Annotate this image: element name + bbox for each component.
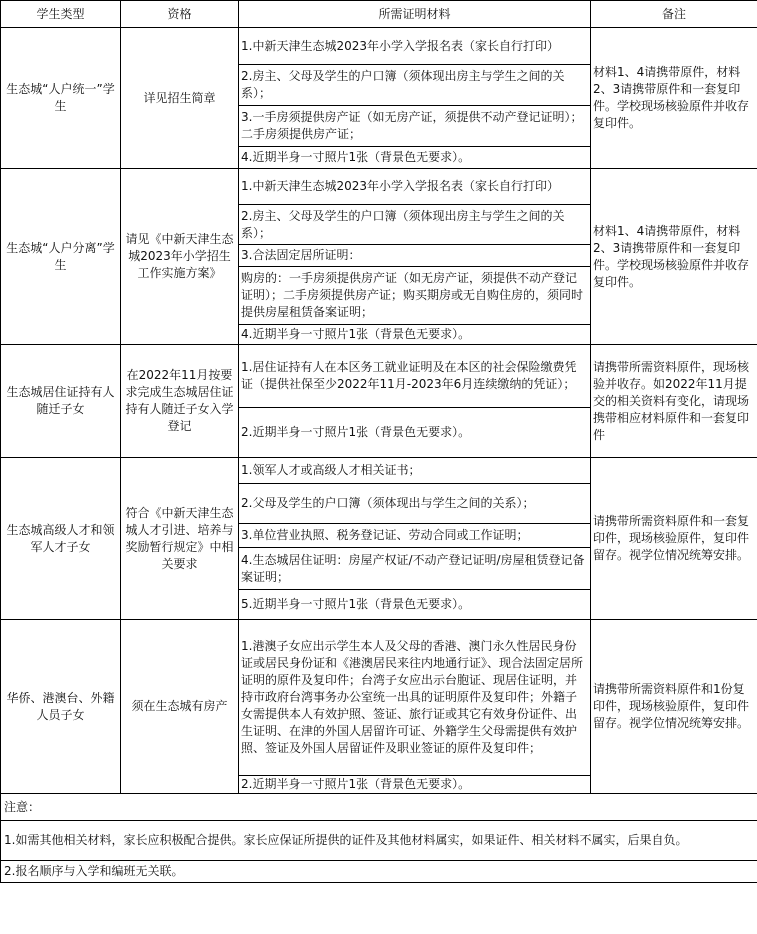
student-type-cell: 生态城居住证持有人随迁子女 — [1, 345, 121, 458]
table-row — [1, 169, 757, 205]
qualification-cell: 详见招生简章 — [121, 28, 239, 169]
material-item: 4.近期半身一寸照片1张（背景色无要求）。 — [239, 325, 591, 345]
material-item: 3.单位营业执照、税务登记证、劳动合同或工作证明； — [239, 524, 591, 548]
material-item: 1.领军人才或高级人才相关证书； — [239, 458, 591, 484]
student-type-cell: 生态城“人户分离”学生 — [1, 169, 121, 345]
header-qualification: 资格 — [121, 1, 239, 28]
note-cell: 请携带所需资料原件和一套复印件，现场核验原件，复印件留存。视学位情况统筹安排。 — [591, 458, 757, 620]
material-item: 2.房主、父母及学生的户口簿（须体现出房主与学生之间的关系）； — [239, 205, 591, 245]
qualification-cell: 须在生态城有房产 — [121, 620, 239, 794]
footer-row — [1, 861, 757, 883]
material-item: 1.居住证持有人在本区务工就业证明及在本区的社会保险缴费凭证（提供社保至少2022年11月-2023年6月连续缴纳的凭证）； — [239, 345, 591, 408]
footer-note: 2.报名顺序与入学和编班无关联。 — [1, 861, 757, 883]
footer-row — [1, 821, 757, 861]
material-item: 4.近期半身一寸照片1张（背景色无要求）。 — [239, 147, 591, 169]
note-cell: 请携带所需资料原件，现场核验并收存。如2022年11月提交的相关资料有变化，请现场携带相应材料原件和一套复印件 — [591, 345, 757, 458]
material-item: 2.近期半身一寸照片1张（背景色无要求）。 — [239, 776, 591, 794]
material-item: 3.一手房须提供房产证（如无房产证，须提供不动产登记证明）；二手房须提供房产证； — [239, 106, 591, 147]
footer-note: 1.如需其他相关材料，家长应积极配合提供。家长应保证所提供的证件及其他材料属实，如果证件、相关材料不属实，后果自负。 — [1, 821, 757, 861]
note-cell: 材料1、4请携带原件，材料2、3请携带原件和一套复印件。学校现场核验原件并收存复印件。 — [591, 169, 757, 345]
table-row — [1, 458, 757, 484]
student-type-cell: 华侨、港澳台、外籍人员子女 — [1, 620, 121, 794]
table-row — [1, 28, 757, 65]
table-row — [1, 620, 757, 776]
student-type-cell: 生态城“人户统一”学生 — [1, 28, 121, 169]
table-row — [1, 345, 757, 408]
qualification-cell: 符合《中新天津生态城人才引进、培养与奖励暂行规定》中相关要求 — [121, 458, 239, 620]
material-item: 3.合法固定居所证明： — [239, 245, 591, 267]
note-cell: 请携带所需资料原件和1份复印件，现场核验原件，复印件留存。视学位情况统筹安排。 — [591, 620, 757, 794]
material-item: 2.房主、父母及学生的户口簿（须体现出房主与学生之间的关系）； — [239, 65, 591, 106]
material-item: 2.父母及学生的户口簿（须体现出与学生之间的关系）； — [239, 484, 591, 524]
material-item: 4.生态城居住证明：房屋产权证/不动产登记证明/房屋租赁登记备案证明； — [239, 548, 591, 590]
qualification-cell: 在2022年11月按要求完成生态城居住证持有人随迁子女入学登记 — [121, 345, 239, 458]
footer-title-row — [1, 794, 757, 821]
material-item: 1.中新天津生态城2023年小学入学报名表（家长自行打印） — [239, 28, 591, 65]
material-item: 2.近期半身一寸照片1张（背景色无要求）。 — [239, 408, 591, 458]
material-item: 购房的：一手房须提供房产证（如无房产证，须提供不动产登记证明）；二手房须提供房产证；购买期房或无自购住房的，须同时提供房屋租赁备案证明； — [239, 267, 591, 325]
qualification-cell: 请见《中新天津生态城2023年小学招生工作实施方案》 — [121, 169, 239, 345]
header-student-type: 学生类型 — [1, 1, 121, 28]
student-type-cell: 生态城高级人才和领军人才子女 — [1, 458, 121, 620]
footer-title: 注意： — [1, 794, 757, 821]
header-row — [1, 1, 757, 28]
material-item: 1.港澳子女应出示学生本人及父母的香港、澳门永久性居民身份证或居民身份证和《港澳居民来往内地通行证》、现合法固定居所证明的原件及复印件；台湾子女应出示台胞证、现居住证明，并持市政府台湾事务办公室统一出具的证明原件及复印件；外籍子女需提供本人有效护照、签证、旅行证或其它有效身份证件、出生证明、在津的外国人居留许可证、外籍学生父母需提供有效护照、签证及外国人居留证件及职业签证的原件及复印件； — [239, 620, 591, 776]
note-cell: 材料1、4请携带原件，材料2、3请携带原件和一套复印件。学校现场核验原件并收存复印件。 — [591, 28, 757, 169]
material-item: 5.近期半身一寸照片1张（背景色无要求）。 — [239, 590, 591, 620]
header-materials: 所需证明材料 — [239, 1, 591, 28]
material-item: 1.中新天津生态城2023年小学入学报名表（家长自行打印） — [239, 169, 591, 205]
header-notes: 备注 — [591, 1, 757, 28]
